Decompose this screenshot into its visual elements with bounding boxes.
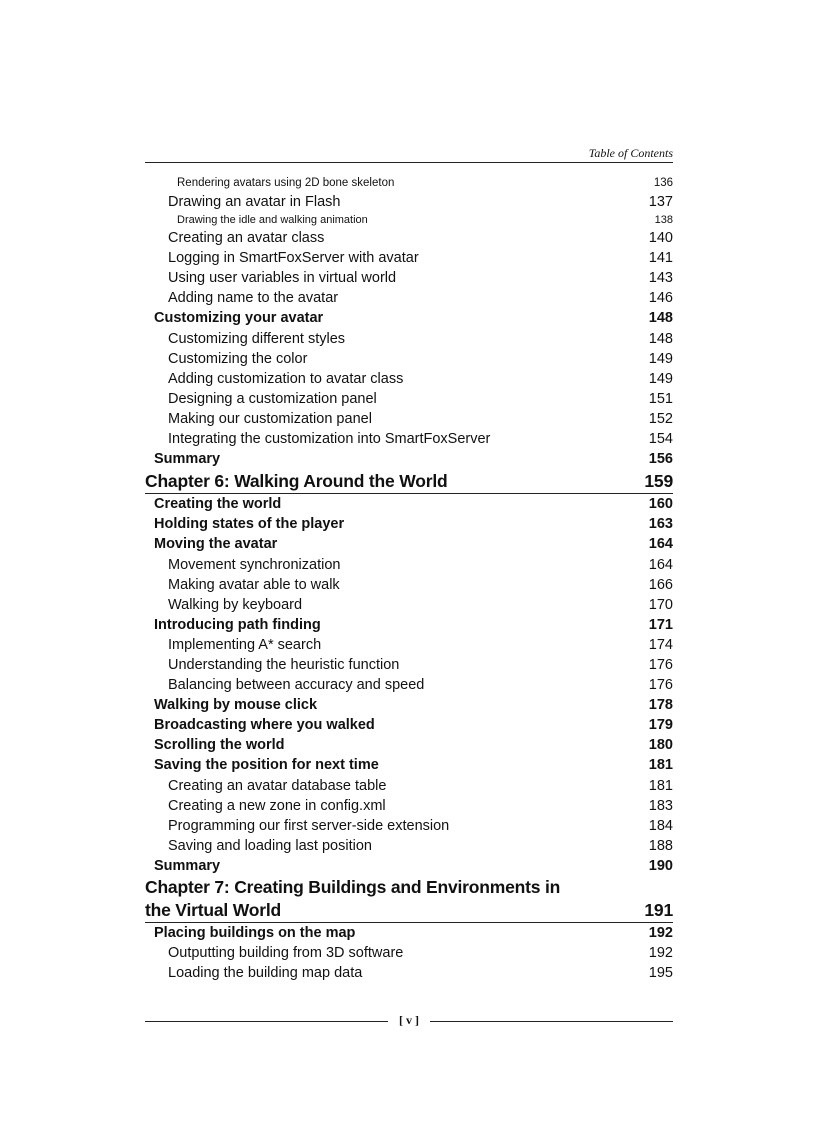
toc-entry-title: Understanding the heuristic function bbox=[168, 656, 400, 673]
toc-chapter-entry bbox=[145, 469, 673, 494]
toc-entry-title: Placing buildings on the map bbox=[154, 925, 356, 941]
toc-subsection-entry bbox=[145, 228, 673, 248]
toc-entry-page: 149 bbox=[648, 350, 673, 367]
toc-subsection-entry bbox=[145, 776, 673, 796]
toc-entry-title: Movement synchronization bbox=[168, 556, 341, 573]
toc-entry-page: 138 bbox=[654, 214, 673, 227]
toc-subsection-entry bbox=[145, 349, 673, 369]
toc-entry-title: Balancing between accuracy and speed bbox=[168, 677, 425, 694]
toc-entry-page: 143 bbox=[648, 270, 673, 287]
toc-subsection-entry bbox=[145, 369, 673, 389]
toc-entry-page: 181 bbox=[648, 757, 673, 774]
toc-entry-page: 152 bbox=[648, 410, 673, 427]
toc-section-entry bbox=[145, 615, 673, 635]
toc-section-entry bbox=[145, 514, 673, 534]
toc-entry-page: 166 bbox=[648, 576, 673, 593]
toc-entry-title: Chapter 6: Walking Around the World bbox=[145, 471, 448, 492]
toc-entry-page: 149 bbox=[648, 370, 673, 387]
running-header-title: Table of Contents bbox=[588, 146, 673, 160]
toc-entry-title: Walking by keyboard bbox=[168, 596, 303, 613]
toc-subsection-entry bbox=[145, 268, 673, 288]
toc-entry-title: Broadcasting where you walked bbox=[154, 717, 375, 734]
toc-entry-title: Summary bbox=[154, 857, 221, 874]
toc-entry-page: 176 bbox=[648, 677, 673, 694]
toc-entry-title: Creating an avatar class bbox=[168, 230, 325, 247]
toc-entry-title: Drawing an avatar in Flash bbox=[168, 194, 341, 210]
toc-entry-page: 137 bbox=[648, 194, 673, 210]
toc-entry-page: 156 bbox=[648, 451, 673, 468]
toc-entry-title: Customizing the color bbox=[168, 350, 308, 367]
toc-entry-title: the Virtual World bbox=[145, 900, 281, 920]
toc-subsection-entry bbox=[145, 943, 673, 963]
toc-entry-page: 176 bbox=[648, 656, 673, 673]
toc-subsection-entry bbox=[145, 595, 673, 615]
toc-entry-title: Creating the world bbox=[154, 496, 282, 513]
toc-entry-page: 141 bbox=[648, 250, 673, 267]
toc-entry-page: 181 bbox=[648, 777, 673, 794]
toc-subsection-entry bbox=[145, 655, 673, 675]
table-of-contents bbox=[145, 174, 673, 983]
toc-entry-page: 192 bbox=[648, 925, 673, 941]
toc-section-entry bbox=[145, 534, 673, 554]
toc-entry-page: 174 bbox=[648, 636, 673, 653]
toc-section-entry bbox=[145, 449, 673, 469]
toc-entry-title: Adding customization to avatar class bbox=[168, 370, 404, 387]
toc-entry-title: Making our customization panel bbox=[168, 410, 372, 427]
toc-section-entry bbox=[145, 695, 673, 715]
toc-entry-title: Walking by mouse click bbox=[154, 697, 318, 714]
toc-entry-title: Programming our first server-side extension bbox=[168, 817, 450, 834]
toc-entry-page: 184 bbox=[648, 817, 673, 834]
toc-entry-title: Drawing the idle and walking animation bbox=[177, 214, 368, 227]
toc-entry-title: Making avatar able to walk bbox=[168, 576, 340, 593]
toc-subsection-entry bbox=[145, 816, 673, 836]
toc-entry-page: 195 bbox=[648, 965, 673, 982]
toc-subsection-entry bbox=[145, 675, 673, 695]
toc-entry-title: Saving and loading last position bbox=[168, 837, 372, 854]
toc-entry-page: 171 bbox=[648, 616, 673, 633]
toc-entry-page: 180 bbox=[648, 737, 673, 754]
toc-entry-page: 136 bbox=[653, 177, 673, 189]
toc-entry-title: Introducing path finding bbox=[154, 616, 321, 633]
toc-subsection-entry bbox=[145, 192, 673, 212]
toc-entry-page: 140 bbox=[648, 230, 673, 247]
toc-section-entry bbox=[145, 856, 673, 876]
toc-entry-page: 192 bbox=[648, 945, 673, 962]
footer-rule-right bbox=[430, 1021, 673, 1022]
toc-entry-page: 191 bbox=[644, 900, 673, 920]
toc-subsection-entry bbox=[145, 796, 673, 816]
toc-subsection-entry bbox=[145, 288, 673, 308]
toc-section-entry bbox=[145, 715, 673, 735]
toc-subsection-entry bbox=[145, 836, 673, 856]
toc-subsection-entry bbox=[145, 575, 673, 595]
toc-subsection-entry bbox=[145, 409, 673, 429]
toc-subsection-entry bbox=[145, 963, 673, 983]
toc-entry-page: 190 bbox=[648, 857, 673, 874]
toc-entry-page: 170 bbox=[648, 596, 673, 613]
toc-entry-page: 179 bbox=[648, 717, 673, 734]
toc-entry-page: 188 bbox=[648, 837, 673, 854]
toc-entry-title: Designing a customization panel bbox=[168, 390, 377, 407]
toc-subsection-entry bbox=[145, 212, 673, 228]
toc-entry-page: 146 bbox=[648, 290, 673, 307]
toc-entry-title: Scrolling the world bbox=[154, 737, 285, 754]
toc-section-entry bbox=[145, 735, 673, 755]
toc-entry-page: 148 bbox=[648, 330, 673, 347]
toc-entry-title: Creating an avatar database table bbox=[168, 777, 387, 794]
toc-entry-title: Moving the avatar bbox=[154, 536, 278, 553]
page-number: [ v ] bbox=[399, 1013, 419, 1027]
toc-entry-title: Logging in SmartFoxServer with avatar bbox=[168, 250, 419, 267]
toc-entry-page: 154 bbox=[648, 431, 673, 448]
toc-subsection-entry bbox=[145, 248, 673, 268]
toc-entry-title: Implementing A* search bbox=[168, 636, 322, 653]
toc-entry-title: Holding states of the player bbox=[154, 516, 345, 533]
page-footer bbox=[145, 1013, 673, 1033]
toc-entry-title: Summary bbox=[154, 451, 221, 468]
toc-entry-title: Customizing your avatar bbox=[154, 310, 324, 327]
toc-entry-page: 178 bbox=[648, 697, 673, 714]
toc-entry-page: 163 bbox=[648, 516, 673, 533]
toc-entry-title: Integrating the customization into SmartFoxServer bbox=[168, 431, 491, 448]
toc-entry-title: Using user variables in virtual world bbox=[168, 270, 397, 287]
toc-subsection-entry bbox=[145, 389, 673, 409]
toc-entry-page: 148 bbox=[648, 310, 673, 327]
toc-entry-title: Adding name to the avatar bbox=[168, 290, 339, 307]
toc-entry-page: 164 bbox=[648, 556, 673, 573]
toc-subsection-entry bbox=[145, 329, 673, 349]
toc-entry-title: Customizing different styles bbox=[168, 330, 346, 347]
toc-entry-page: 160 bbox=[648, 496, 673, 513]
toc-section-entry bbox=[145, 308, 673, 328]
toc-subsection-entry bbox=[145, 555, 673, 575]
toc-chapter-entry bbox=[145, 898, 673, 923]
toc-section-entry bbox=[145, 923, 673, 943]
toc-entry-page: 164 bbox=[648, 536, 673, 553]
toc-subsection-entry bbox=[145, 429, 673, 449]
toc-subsection-entry bbox=[145, 635, 673, 655]
toc-entry-page: 151 bbox=[648, 390, 673, 407]
toc-section-entry bbox=[145, 755, 673, 775]
toc-chapter-entry bbox=[145, 876, 673, 898]
toc-entry-title: Chapter 7: Creating Buildings and Environments in bbox=[145, 877, 561, 897]
toc-section-entry bbox=[145, 494, 673, 514]
toc-entry-page: 159 bbox=[644, 471, 673, 492]
toc-entry-title: Loading the building map data bbox=[168, 965, 363, 982]
toc-entry-title: Creating a new zone in config.xml bbox=[168, 797, 386, 814]
toc-subsection-entry bbox=[145, 174, 673, 192]
toc-entry-title: Saving the position for next time bbox=[154, 757, 379, 774]
toc-entry-page: 183 bbox=[648, 797, 673, 814]
toc-entry-title: Rendering avatars using 2D bone skeleton bbox=[177, 177, 395, 189]
running-header bbox=[145, 145, 673, 163]
toc-entry-title: Outputting building from 3D software bbox=[168, 945, 404, 962]
